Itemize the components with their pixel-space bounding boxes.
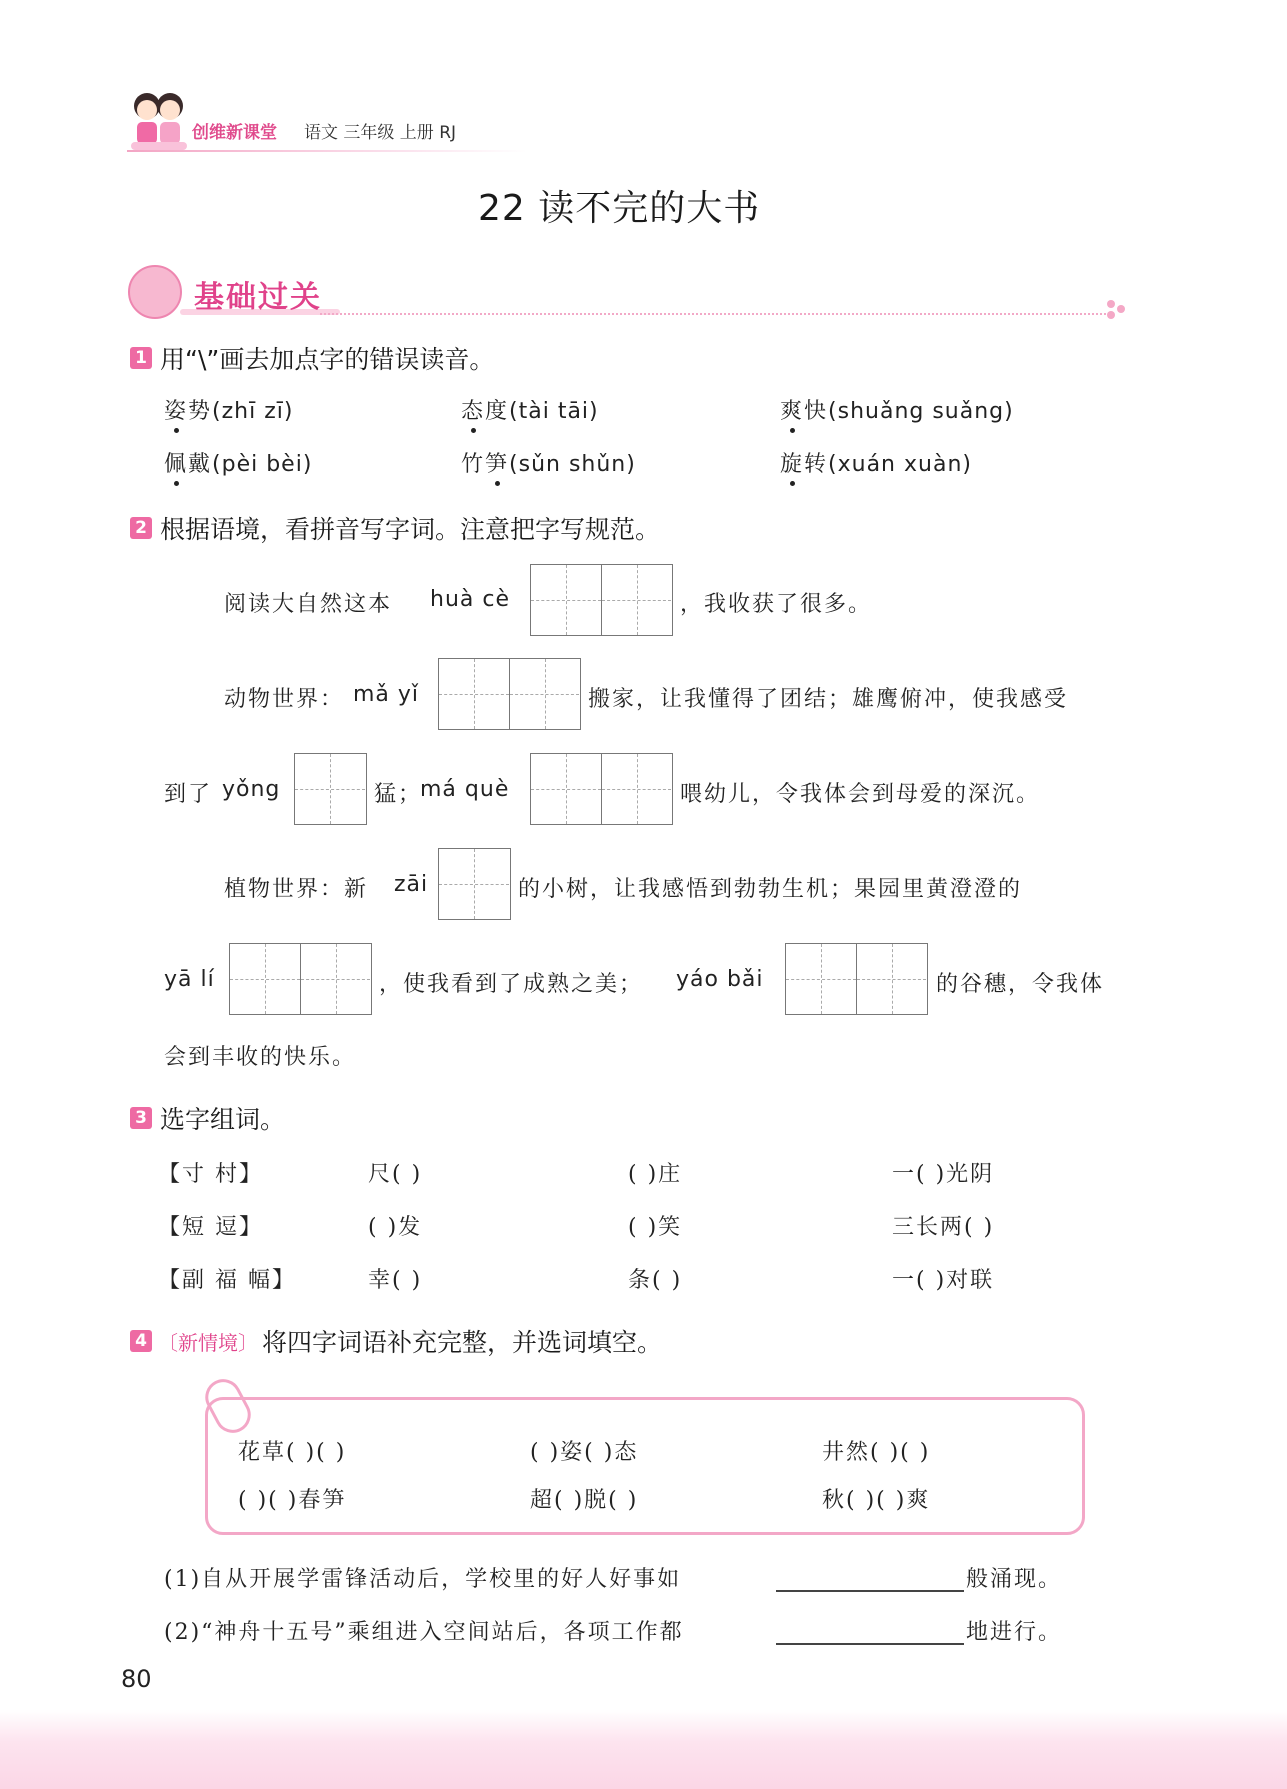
char-group: 【短 逗】 xyxy=(158,1215,263,1240)
fill-blank[interactable]: 幸( ) xyxy=(368,1268,423,1293)
fill-blank[interactable]: 三长两( ) xyxy=(892,1215,995,1240)
grid-cell[interactable] xyxy=(531,565,601,635)
context-text: 喂幼儿，令我体会到母爱的深沉。 xyxy=(680,782,1041,807)
idiom-blank[interactable]: 花草( )( ) xyxy=(238,1440,347,1465)
fill-blank[interactable]: 一( )对联 xyxy=(892,1268,995,1293)
word-rest: 快 xyxy=(804,399,829,424)
context-text: 阅读大自然这本 xyxy=(224,592,393,617)
grid-cell[interactable] xyxy=(295,754,365,824)
grid-cell[interactable] xyxy=(856,944,926,1014)
grid-cell[interactable] xyxy=(531,754,601,824)
pinyin-item xyxy=(164,394,293,425)
sentence-text: (1)自从开展学雷锋活动后，学校里的好人好事如 xyxy=(164,1567,682,1592)
context-text: 植物世界：新 xyxy=(224,877,369,902)
context-text: 猛； xyxy=(374,782,423,807)
context-text: ，我收获了很多。 xyxy=(680,592,873,617)
pinyin-item xyxy=(780,447,972,478)
question-number: 1 xyxy=(130,347,152,369)
section-mascot-icon xyxy=(128,265,182,319)
idiom-blank[interactable]: 井然( )( ) xyxy=(822,1440,931,1465)
brand-name: 创维新课堂 xyxy=(192,123,277,143)
context-text: 会到丰收的快乐。 xyxy=(164,1045,357,1070)
section-title: 基础过关 xyxy=(194,280,322,315)
idiom-blank[interactable]: 秋( )( )爽 xyxy=(822,1488,931,1513)
grid-cell[interactable] xyxy=(439,849,509,919)
char-group: 【副 福 幅】 xyxy=(158,1268,296,1293)
answer-line[interactable] xyxy=(776,1643,964,1645)
question-number: 3 xyxy=(130,1107,152,1129)
footer-band xyxy=(0,1710,1287,1789)
question-text: 用“\”画去加点字的错误读音。 xyxy=(160,345,495,374)
context-text: 到了 xyxy=(164,782,213,807)
section-dotted-divider xyxy=(320,313,1110,315)
grid-cell[interactable] xyxy=(601,754,671,824)
sentence-text: 地进行。 xyxy=(966,1620,1063,1645)
dotted-char: 佩 xyxy=(164,447,188,478)
idiom-blank[interactable]: ( )姿( )态 xyxy=(530,1440,639,1465)
writing-grid[interactable] xyxy=(229,943,372,1015)
question-number: 2 xyxy=(130,517,152,539)
writing-grid[interactable] xyxy=(438,848,511,920)
decor-dot xyxy=(1107,300,1115,308)
pinyin-prompt: huà cè xyxy=(430,587,510,612)
question-text: 根据语境，看拼音写字词。注意把字写规范。 xyxy=(160,515,661,544)
answer-line[interactable] xyxy=(776,1590,964,1592)
question-text: 将四字词语补充完整，并选词填空。 xyxy=(262,1328,663,1357)
word-rest: 度 xyxy=(485,399,510,424)
new-context-tag: 〔新情境〕 xyxy=(158,1331,258,1355)
grid-cell[interactable] xyxy=(300,944,370,1014)
lesson-title: 22 读不完的大书 xyxy=(478,188,761,229)
cartoon-kids-logo xyxy=(127,86,189,156)
dotted-char: 姿 xyxy=(164,394,188,425)
char-group: 【寸 村】 xyxy=(158,1162,263,1187)
pinyin-prompt: má què xyxy=(420,777,510,802)
writing-grid[interactable] xyxy=(785,943,928,1015)
idiom-blank[interactable]: ( )( )春笋 xyxy=(238,1488,347,1513)
grid-cell[interactable] xyxy=(509,659,579,729)
idiom-blank[interactable]: 超( )脱( ) xyxy=(530,1488,639,1513)
context-text: ，使我看到了成熟之美； xyxy=(379,972,644,997)
decor-dot xyxy=(1117,305,1125,313)
word-rest: 转 xyxy=(804,452,829,477)
fill-blank[interactable]: ( )庄 xyxy=(628,1162,683,1187)
grid-cell[interactable] xyxy=(786,944,856,1014)
grid-cell[interactable] xyxy=(601,565,671,635)
decor-dot xyxy=(1107,311,1115,319)
pinyin-prompt: zāi xyxy=(394,872,429,897)
fill-blank[interactable]: 尺( ) xyxy=(368,1162,423,1187)
header-divider xyxy=(127,150,527,152)
pinyin-options: (zhī zī) xyxy=(212,399,294,424)
question-number: 4 xyxy=(130,1330,152,1352)
word-rest: 戴 xyxy=(188,452,213,477)
writing-grid[interactable] xyxy=(438,658,581,730)
question-text: 选字组词。 xyxy=(160,1105,286,1134)
writing-grid[interactable] xyxy=(530,753,673,825)
pinyin-prompt: mǎ yǐ xyxy=(353,682,420,707)
sentence-text: 般涌现。 xyxy=(966,1567,1063,1592)
pinyin-options: (xuán xuàn) xyxy=(828,452,972,477)
pinyin-options: (tài tāi) xyxy=(509,399,599,424)
writing-grid[interactable] xyxy=(530,564,673,636)
pinyin-item xyxy=(780,394,1014,425)
word-first: 竹 xyxy=(461,452,486,477)
context-text: 的谷穗，令我体 xyxy=(936,972,1105,997)
pinyin-prompt: yǒng xyxy=(222,777,281,802)
page-number: 80 xyxy=(121,1665,152,1693)
pinyin-options: (pèi bèi) xyxy=(212,452,313,477)
fill-blank[interactable]: ( )发 xyxy=(368,1215,423,1240)
book-info: 语文 三年级 上册 RJ xyxy=(304,123,457,143)
pinyin-item xyxy=(461,447,636,478)
word-rest: 势 xyxy=(188,399,213,424)
context-text: 的小树，让我感悟到勃勃生机；果园里黄澄澄的 xyxy=(518,877,1023,902)
fill-blank[interactable]: ( )笑 xyxy=(628,1215,683,1240)
pinyin-prompt: yáo bǎi xyxy=(676,967,764,992)
pinyin-prompt: yā lí xyxy=(164,967,215,992)
pinyin-item xyxy=(461,394,599,425)
dotted-char: 态 xyxy=(461,394,485,425)
dotted-char: 笋 xyxy=(485,447,509,478)
pinyin-options: (shuǎng suǎng) xyxy=(828,399,1014,424)
sentence-text: (2)“神舟十五号”乘组进入空间站后，各项工作都 xyxy=(164,1620,684,1645)
grid-cell[interactable] xyxy=(230,944,300,1014)
fill-blank[interactable]: 条( ) xyxy=(628,1268,683,1293)
pinyin-item xyxy=(164,447,312,478)
dotted-char: 爽 xyxy=(780,394,804,425)
writing-grid[interactable] xyxy=(294,753,367,825)
context-text: 搬家，让我懂得了团结；雄鹰俯冲，使我感受 xyxy=(588,687,1069,712)
dotted-char: 旋 xyxy=(780,447,804,478)
pinyin-options: (sǔn shǔn) xyxy=(509,452,636,477)
fill-blank[interactable]: 一( )光阴 xyxy=(892,1162,995,1187)
word-box xyxy=(205,1397,1085,1535)
context-text: 动物世界： xyxy=(224,687,345,712)
grid-cell[interactable] xyxy=(439,659,509,729)
